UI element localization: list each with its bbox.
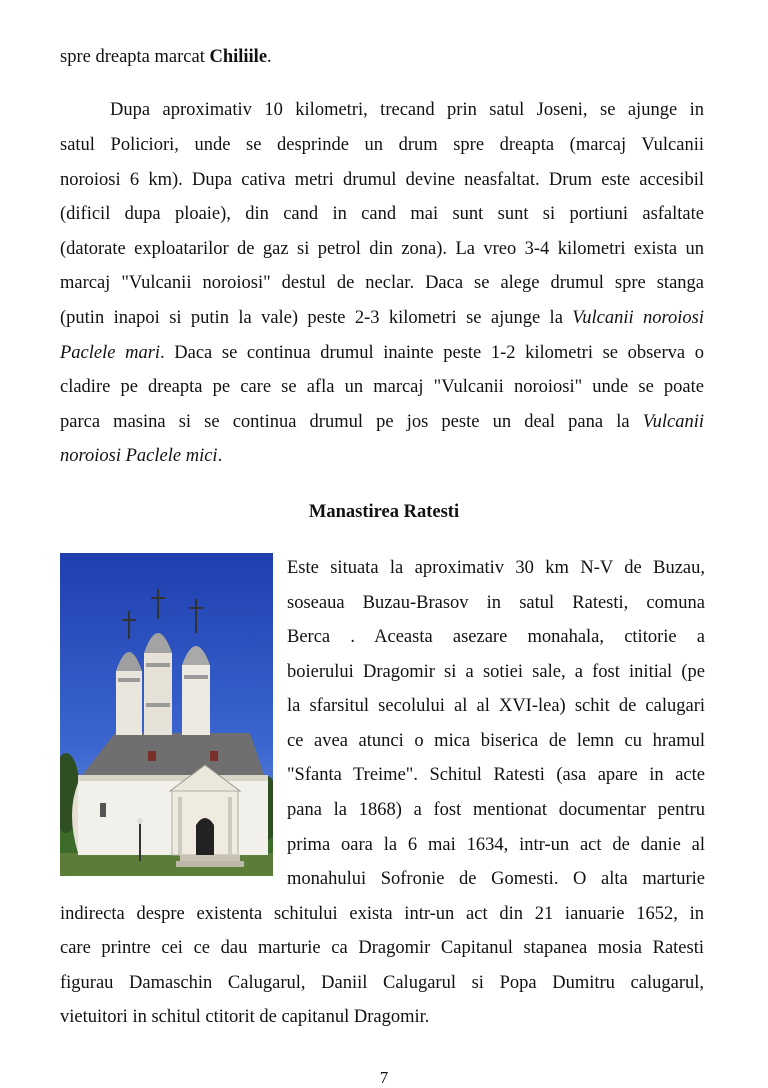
- text-line: marcaj "Vulcanii noroiosi" destul de neclar. Daca se alege drumul spre stanga: [60, 273, 704, 293]
- text-line: cladire pe dreapta pe care se afla un marcaj "Vulcanii noroiosi" unde se poate: [60, 377, 704, 397]
- text-line: (datorate exploatarilor de gaz si petrol din zona). La vreo 3-4 kilometri exista un: [60, 239, 704, 259]
- text-line: spre dreapta marcat Chiliile.: [60, 47, 272, 67]
- text-line: Dupa aproximativ 10 kilometri, trecand prin satul Joseni, se ajunge in: [110, 100, 704, 120]
- church-photo: [60, 553, 273, 876]
- text-line: ce avea atunci o mica biserica de lemn cu hramul: [287, 731, 705, 751]
- text-line: Este situata la aproximativ 30 km N-V de Buzau,: [287, 558, 705, 578]
- text-line: parca masina si se continua drumul pe jos peste un deal pana la Vulcanii: [60, 412, 704, 432]
- text-line: vietuitori in schitul ctitorit de capitanul Dragomir.: [60, 1007, 430, 1027]
- text-line: noroiosi Paclele mici.: [60, 446, 223, 466]
- text-line: figurau Damaschin Calugarul, Daniil Calugarul si Popa Dumitru calugarul,: [60, 973, 704, 993]
- page-number: 7: [379, 1068, 389, 1087]
- text-line: indirecta despre existenta schitului exista intr-un act din 21 ianuarie 1652, in: [60, 904, 704, 924]
- text-line: (dificil dupa ploaie), din cand in cand mai sunt sunt si portiuni asfaltate: [60, 204, 704, 224]
- text-line: Berca . Aceasta asezare monahala, ctitorie a: [287, 627, 705, 647]
- text-line: prima oara la 6 mai 1634, intr-un act de danie al: [287, 835, 705, 855]
- text-line: boierului Dragomir si a sotiei sale, a fost initial (pe: [287, 662, 705, 682]
- text-line: monahului Sofronie de Gomesti. O alta marturie: [287, 869, 705, 889]
- text-line: la sfarsitul secolului al al XVI-lea) schit de calugari: [287, 696, 705, 716]
- text-line: pana la 1868) a fost mentionat documentar pentru: [287, 800, 705, 820]
- text-line: satul Policiori, unde se desprinde un drum spre dreapta (marcaj Vulcanii: [60, 135, 704, 155]
- text-line: soseaua Buzau-Brasov in satul Ratesti, comuna: [287, 593, 705, 613]
- section-heading: Manastirea Ratesti: [308, 502, 460, 522]
- text-line: (putin inapoi si putin la vale) peste 2-3 kilometri se ajunge la Vulcanii noroiosi: [60, 308, 704, 328]
- text-line: care printre cei ce dau marturie ca Dragomir Capitanul stapanea mosia Ratesti: [60, 938, 704, 958]
- text-line: Paclele mari. Daca se continua drumul inainte peste 1-2 kilometri se observa o: [60, 343, 704, 363]
- text-line: noroiosi 6 km). Dupa cativa metri drumul devine neasfaltat. Drum este accesibil: [60, 170, 704, 190]
- text-line: "Sfanta Treime". Schitul Ratesti (asa apare in acte: [287, 765, 705, 785]
